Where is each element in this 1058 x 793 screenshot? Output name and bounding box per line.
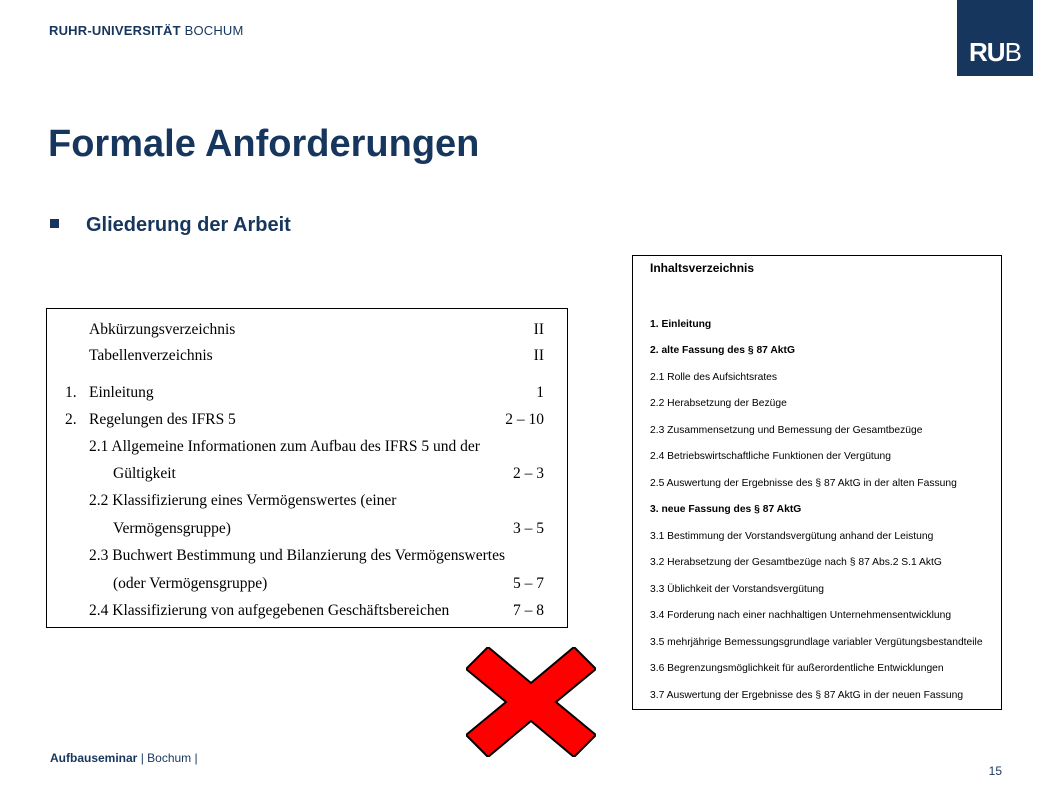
toc-left-row bbox=[47, 547, 567, 567]
toc-left-num: 1. bbox=[65, 384, 77, 401]
toc-left-row bbox=[47, 492, 567, 512]
toc-left-row bbox=[47, 520, 567, 540]
toc-right-item: 3. neue Fassung des § 87 AktG bbox=[650, 504, 802, 515]
toc-right-item: 3.7 Auswertung der Ergebnisse des § 87 AktG in der neuen Fassung bbox=[650, 690, 964, 701]
toc-left-example bbox=[46, 308, 568, 628]
toc-left-row bbox=[47, 465, 567, 485]
toc-left-label: Einleitung bbox=[89, 384, 154, 401]
toc-left-label: Gültigkeit bbox=[113, 465, 176, 482]
toc-right-heading: Inhaltsverzeichnis bbox=[650, 261, 755, 275]
red-cross-icon bbox=[466, 647, 596, 757]
toc-right-item: 1. Einleitung bbox=[650, 319, 712, 330]
toc-left-row bbox=[47, 438, 567, 458]
toc-right-example bbox=[632, 255, 1002, 710]
toc-left-page: II bbox=[533, 347, 544, 364]
toc-left-page: 7 – 8 bbox=[513, 602, 544, 619]
toc-left-row bbox=[47, 321, 567, 341]
toc-left-row bbox=[47, 384, 567, 404]
toc-left-label: 2.3 Buchwert Bestimmung und Bilanzierung des Vermögenswertes bbox=[89, 547, 505, 564]
toc-right-item: 3.3 Üblichkeit der Vorstandsvergütung bbox=[650, 584, 825, 595]
footer bbox=[50, 751, 198, 765]
toc-left-row bbox=[47, 575, 567, 595]
bullet-item bbox=[50, 214, 291, 237]
toc-left-label: Tabellenverzeichnis bbox=[89, 347, 213, 364]
toc-left-page: 5 – 7 bbox=[513, 575, 544, 592]
toc-right-item: 2. alte Fassung des § 87 AktG bbox=[650, 345, 795, 356]
toc-left-row bbox=[47, 602, 567, 622]
toc-left-label: Vermögensgruppe) bbox=[113, 520, 231, 537]
page-number: 15 bbox=[988, 764, 1002, 778]
footer-separator: | bbox=[137, 751, 148, 765]
toc-left-label: Abkürzungsverzeichnis bbox=[89, 321, 236, 338]
toc-right-item: 2.5 Auswertung der Ergebnisse des § 87 AktG in der alten Fassung bbox=[650, 478, 957, 489]
logo-text-light: B bbox=[1004, 37, 1021, 67]
university-name-light: BOCHUM bbox=[184, 23, 244, 38]
toc-right-item: 3.5 mehrjährige Bemessungsgrundlage variabler Vergütungsbestandteile bbox=[650, 637, 983, 648]
toc-right-item: 3.6 Begrenzungsmöglichkeit für außerordentliche Entwicklungen bbox=[650, 663, 944, 674]
toc-right-item: 2.4 Betriebswirtschaftliche Funktionen der Vergütung bbox=[650, 451, 891, 462]
toc-left-page: 2 – 10 bbox=[505, 411, 544, 428]
toc-left-row bbox=[47, 411, 567, 431]
square-bullet-icon bbox=[50, 219, 59, 228]
toc-left-label: Regelungen des IFRS 5 bbox=[89, 411, 236, 428]
toc-right-item: 2.1 Rolle des Aufsichtsrates bbox=[650, 372, 778, 383]
toc-left-page: 3 – 5 bbox=[513, 520, 544, 537]
toc-right-item: 3.1 Bestimmung der Vorstandsvergütung anhand der Leistung bbox=[650, 531, 934, 542]
toc-left-page: II bbox=[533, 321, 544, 338]
footer-city: Bochum bbox=[147, 751, 192, 765]
toc-left-page: 1 bbox=[536, 384, 544, 401]
logo-text-bold: RU bbox=[969, 37, 1005, 67]
university-name bbox=[49, 23, 244, 38]
footer-separator: | bbox=[191, 751, 198, 765]
slide-title: Formale Anforderungen bbox=[48, 123, 480, 165]
university-name-bold: RUHR-UNIVERSITÄT bbox=[49, 23, 181, 38]
toc-right-item: 2.3 Zusammensetzung und Bemessung der Gesamtbezüge bbox=[650, 425, 923, 436]
footer-event: Aufbauseminar bbox=[50, 751, 138, 765]
toc-right-item: 3.2 Herabsetzung der Gesamtbezüge nach § 87 Abs.2 S.1 AktG bbox=[650, 557, 942, 568]
toc-right-item: 2.2 Herabsetzung der Bezüge bbox=[650, 398, 787, 409]
toc-left-label: 2.2 Klassifizierung eines Vermögenswertes (einer bbox=[89, 492, 397, 509]
toc-left-num: 2. bbox=[65, 411, 77, 428]
toc-left-label: 2.4 Klassifizierung von aufgegebenen Geschäftsbereichen bbox=[89, 602, 450, 619]
bullet-text: Gliederung der Arbeit bbox=[86, 214, 291, 236]
toc-right-item: 3.4 Forderung nach einer nachhaltigen Unternehmensentwicklung bbox=[650, 610, 952, 621]
toc-left-page: 2 – 3 bbox=[513, 465, 544, 482]
toc-left-label: 2.1 Allgemeine Informationen zum Aufbau des IFRS 5 und der bbox=[89, 438, 480, 455]
toc-left-label: (oder Vermögensgruppe) bbox=[113, 575, 268, 592]
toc-left-row bbox=[47, 347, 567, 367]
rub-logo bbox=[957, 0, 1033, 76]
